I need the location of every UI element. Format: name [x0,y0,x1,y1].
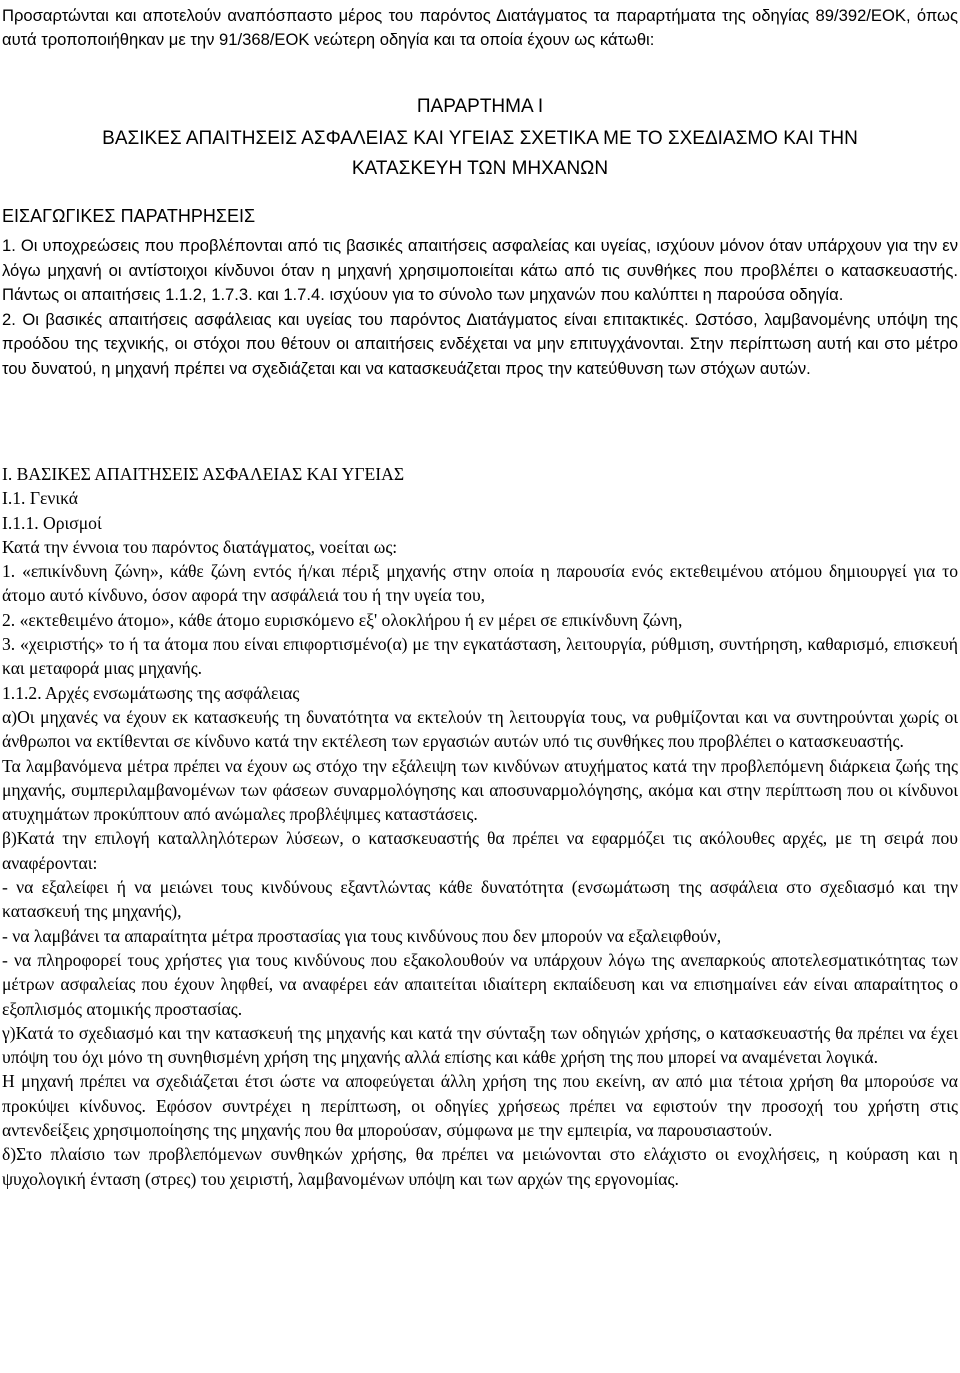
intro-remarks-block [2,234,958,381]
annex-subtitle-line1: ΒΑΣΙΚΕΣ ΑΠΑΙΤΗΣΕΙΣ ΑΣΦΑΛΕΙΑΣ ΚΑΙ ΥΓΕΙΑΣ ΣΧΕΤΙΚΑ ΜΕ ΤΟ ΣΧΕΔΙΑΣΜΟ ΚΑΙ ΤΗΝ [102,128,858,149]
remark-paragraph-2: 2. Οι βασικές απαιτήσεις ασφάλειας και υγείας του παρόντος Διατάγματος είναι επιτακτικές. Ωστόσο, λαμβανομένης υπόψη της προόδου της τεχνικής, οι στόχοι που θέτουν οι απαιτήσεις ενδέχεται να μην επιτυγχάνονται. Στην περίπτωση αυτή και στο μέτρο του δυνατού, η μηχανή πρέπει να σχεδιάζεται και να κατασκευάζεται προς την κατεύθυνση των στόχων αυτών. [2,309,958,378]
section-heading: Ι. ΒΑΣΙΚΕΣ ΑΠΑΙΤΗΣΕΙΣ ΑΣΦΑΛΕΙΑΣ ΚΑΙ ΥΓΕΙΑΣ [2,464,405,484]
principle-a-measures: Τα λαμβανόμενα μέτρα πρέπει να έχουν ως στόχο την εξάλειψη των κινδύνων ατυχήματος κατά την προβλεπόμενη διάρκεια ζωής της μηχανής, συμπεριλαμβανομένων των φάσεων συναρμολόγησης και αποσυναρμολόγησης, ακόμα και στην περίπτωση που οι κίνδυνοι ατυχημάτων προκύπτουν από ανώμαλες προβλέψιμες καταστάσεις. [2,755,958,825]
subsection-principles: 1.1.2. Αρχές ενσωμάτωσης της ασφάλειας [2,682,300,703]
intro-paragraph: Προσαρτώνται και αποτελούν αναπόσπαστο μέρος του παρόντος Διατάγματος τα παραρτήματα της οδηγίας 89/392/ΕΟΚ, όπως αυτά τροποποιήθηκαν με την 91/368/ΕΟΚ νεώτερη οδηγία και τα οποία έχουν ως κάτωθι: [2,6,958,49]
principle-a: α)Οι μηχανές να έχουν εκ κατασκευής τη δυνατότητα να εκτελούν τη λειτουργία τους, να ρυθμίζονται και να συντηρούνται χωρίς οι άνθρωποι να εκτίθενται σε κίνδυνο κατά την εκτέλεση των εργασιών αυτών υπό τις συνθήκες που προβλέπει ο κατασκευαστής. [2,706,958,752]
definition-2: 2. «εκτεθειμένο άτομο», κάθε άτομο ευρισκόμενο εξ' ολοκλήρου ή εν μέρει σε επικίνδυνη ζώνη, [2,609,683,630]
principle-b: β)Κατά την επιλογή καταλληλότερων λύσεων, ο κατασκευαστής θα πρέπει να εφαρμόζει τις ακόλουθες αρχές, με τη σειρά που αναφέρονται: [2,828,958,873]
principle-b-item-3: - να πληροφορεί τους χρήστες για τους κινδύνους που εξακολουθούν να υπάρχουν λόγω της ανεπαρκούς αποτελεσματικότητας των μέτρων ασφαλείας που έχουν ληφθεί, να αναφέρει εάν απαιτείται ιδιαίτερη εκπαίδευση και να επισημαίνει εάν είναι απαραίτητος ο εξοπλισμός ατομικής προστασίας. [2,949,958,1019]
intro-remarks-heading: ΕΙΣΑΓΩΓΙΚΕΣ ΠΑΡΑΤΗΡΗΣΕΙΣ [2,206,256,226]
definition-1: 1. «επικίνδυνη ζώνη», κάθε ζώνη εντός ή/και πέριξ μηχανής στην οποία η παρουσία ενός εκτεθειμένου ατόμου δημιουργεί για το άτομο αυτό κίνδυνο, όσον αφορά την ασφάλειά του ή την υγεία του, [2,561,958,606]
section-1-block [2,462,958,1191]
principle-d: δ)Στο πλαίσιο των προβλεπόμενων συνθηκών χρήσης, θα πρέπει να μειώνονται στο ελάχιστο οι ενοχλήσεις, η κούραση και η ψυχολογική ένταση (στρες) του χειριστή, λαμβανομένων υπόψη και των αρχών της εργονομίας. [2,1144,958,1189]
annex-title: ΠΑΡΑΡΤΗΜΑ Ι [416,96,544,117]
principle-b-item-2: - να λαμβάνει τα απαραίτητα μέτρα προστασίας για τους κινδύνους που δεν μπορούν να εξαλειφθούν, [2,925,722,946]
principle-c-misuse: Η μηχανή πρέπει να σχεδιάζεται έτσι ώστε να αποφεύγεται άλλη χρήση της που εκείνη, αν από μια τέτοια χρήση θα μπορούσε να προκύψει κίνδυνος. Εφόσον συντρέχει η περίπτωση, οι οδηγίες χρήσεως πρέπει να εφιστούν την προσοχή του χρήστη στις αντενδείξεις χρησιμοποίησης της μηχανής που θα μπορούσαν, σύμφωνα με την εμπειρία, να παρουσιαστούν. [2,1071,958,1141]
principle-c: γ)Κατά το σχεδιασμό και την κατασκευή της μηχανής και κατά την σύνταξη των οδηγιών χρήσης, ο κατασκευαστής θα πρέπει να έχει υπόψη του όχι μόνο τη συνηθισμένη χρήση της μηχανής αλλά επίσης και κάθε χρήση της που μπορεί να αναμένεται λογικά. [2,1022,958,1068]
remark-paragraph-1: 1. Οι υποχρεώσεις που προβλέπονται από τις βασικές απαιτήσεις ασφαλείας και υγείας, ισχύουν μόνον όταν υπάρχουν για την εν λόγω μηχανή οι αντίστοιχοι κίνδυνοι όταν η μηχανή χρησιμοποιείται κάτω από τις συνθήκες που προβλέπει ο κατασκευαστής. Πάντως οι απαιτήσεις 1.1.2, 1.7.3. και 1.7.4. ισχύουν για το σύνολο των μηχανών που καλύπτει η παρούσα οδηγία. [2,236,958,304]
principle-b-item-1: - να εξαλείφει ή να μειώνει τους κινδύνους εξαντλώντας κάθε δυνατότητα (ενσωμάτωση της ασφάλεια στο σχεδιασμό και την κατασκευή της μηχανής), [2,877,958,922]
definitions-lead: Κατά την έννοια του παρόντος διατάγματος, νοείται ως: [2,536,398,557]
definition-3: 3. «χειριστής» το ή τα άτομα που είναι επιφορτισμένο(α) με την εγκατάσταση, λειτουργία, ρύθμιση, συντήρηση, καθαρισμό, επισκευή και μεταφορά μιας μηχανής. [2,634,958,679]
annex-subtitle-line2: ΚΑΤΑΣΚΕΥΗ ΤΩΝ ΜΗΧΑΝΩΝ [351,158,609,179]
subsection-definitions: Ι.1.1. Ορισμοί [2,512,102,533]
subsection-general: Ι.1. Γενικά [2,488,79,509]
